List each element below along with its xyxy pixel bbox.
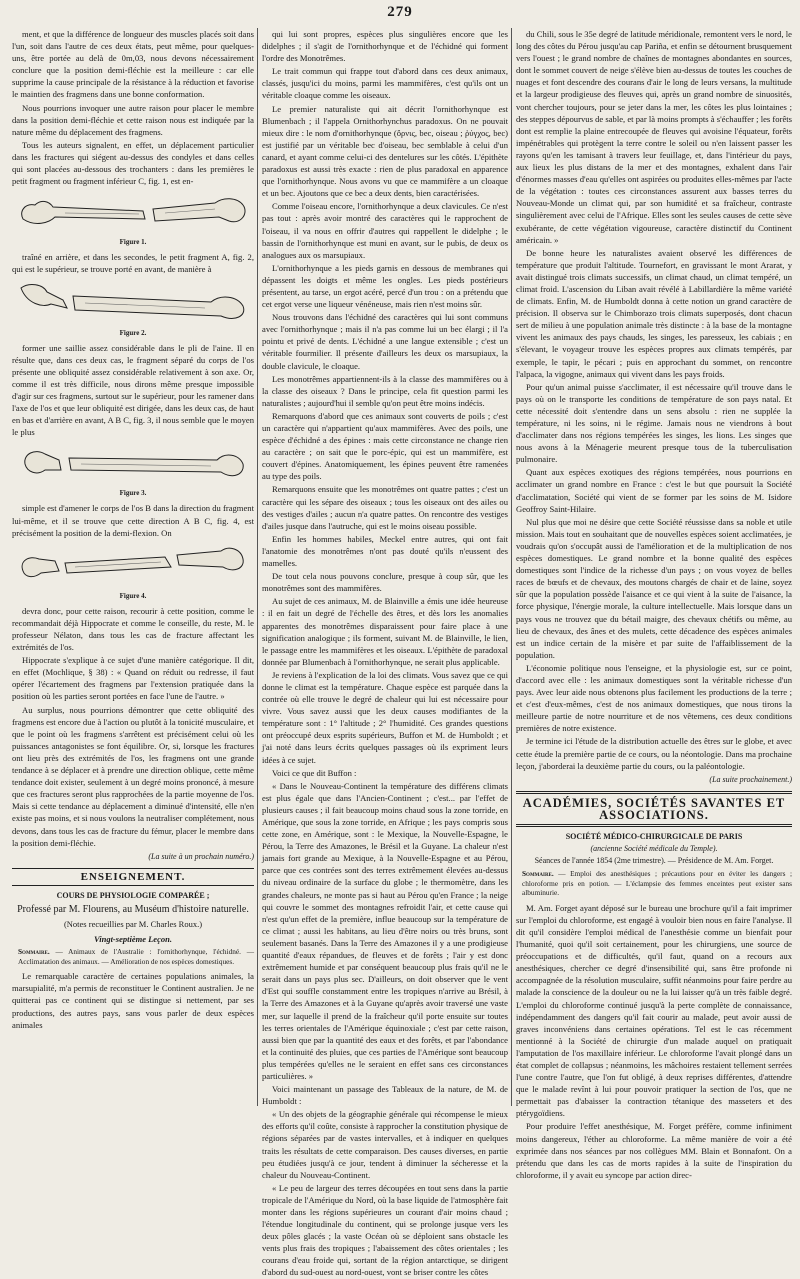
session-line: Séances de l'année 1854 (2me trimestre). — Présidence de M. Am. Forget. xyxy=(534,856,774,866)
paragraph: Remarquons d'abord que ces animaux sont couverts de poils ; c'est un caractère qui n'appartient qu'aux mammifères. Avec des poils, une espèce d'échidné a des épines : mais cette circonstance ne change rien au caractère ; on sait que le porc-épic, qui est un mammifère, est couvert d'épines. Anatomiquement, les épines peuvent être ramenées au type des poils. xyxy=(262,410,508,482)
summary-label: Sommaire. xyxy=(18,947,50,957)
paragraph: Tous les auteurs signalent, en effet, un déplacement particulier dans les fractures qui siégent au-dessus des condyles et dans celles qui sont placées au-dessous des trochanters : dans les premières le petit fragment ou fragment inférieur C, fig. 1, est en- xyxy=(12,139,254,187)
femur-fracture-illustration xyxy=(15,541,251,589)
continuation-note: (La suite à un prochain numéro.) xyxy=(148,851,254,861)
paragraph: Quant aux espèces exotiques des régions tempérées, nous pourrions en acclimater un grand nombre en France : c'est le but que poursuit la Société d'acclimatation, Société qui vient de se former par les soins de M. Isidore Geoffroy Saint-Hilaire. xyxy=(516,467,792,514)
figure-caption: Figure 1. xyxy=(119,238,147,247)
paragraph: simple est d'amener le corps de l'os B dans la direction du fragment lui-même, et il se trouve que cette direction A B C, fig. 4, est précisément la position de la demi-flexion. On xyxy=(12,503,254,538)
paragraph: Pour produire l'effet anesthésique, M. Forget préfère, comme infiniment moins dangereux, l'éther au chloroforme. La même manière de voir a été exprimée dans nos séances par nos collègues MM. Blain et Bonnafont. On a prétendu que dans les cas de morts rapides à la suite de l'inspiration du chloroforme, il y avait eu syncope par action direc- xyxy=(516,1121,792,1180)
column-left xyxy=(12,28,254,1106)
paragraph: M. Am. Forget ayant déposé sur le bureau une brochure qu'il a fait imprimer sur l'emploi du chloroforme, est engagé à vouloir bien nous en faire l'analyse. Il dit qu'il considère l'emploi médical de l'anesthésie comme un bienfait pour l'humanité, quoi qu'il soit certainement, pour les chirurgiens, une source de préoccupations et de difficultés, qu'il faut, quand on a recours aux anesthésiques, chercher ce degré d'insensibilité qui, sans être profonde ni accompagnée de la résolution musculaire, suffit néanmoins pour faire perdre au malade la conscience de la douleur ou ne la lui laisser qu'à un très faible degré. L'emploi du chloroforme continué jusqu'à la perte complète de connaissance, indépendamment des dangers qu'il fait courir au malade, peut avoir aussi de graves inconvéniens dans certaines opérations. Tel est le cas récemment mentionné à la Société de chirurgie d'un malade auquel on pratiquait l'amputation de l'os maxillaire inférieur. Le chloroforme l'avait plongé dans un état complet de collapsus ; néanmoins, les mâchoires restaient tellement serrées l'une contre l'autre, que l'on fut obligé, à deux reprises différentes, d'attendre que le malade revînt à lui pour pouvoir pratiquer la section de l'os, que ne permettait pas d'abaisser la contraction tétanique des masseters et des ptérygoïdiens. xyxy=(516,902,792,1119)
paragraph: Enfin les hommes habiles, Meckel entre autres, qui ont fait l'anatomie des monotrêmes n'ont pas douté qu'ils n'eussent des mamelles. xyxy=(262,533,508,569)
paragraph: Comme l'oiseau encore, l'ornithorhynque a deux clavicules. Ce n'est pas tout : après avoir montré des caractères qui le rapprochent de l'oiseau, il va nous en offrir d'autres qui rappellent le didelphe ; le bassin de l'ornithorhynque est muni en avant, sur le pubis, de deux os analogues aux os marsupiaux. xyxy=(262,201,508,260)
figure-2 xyxy=(12,278,254,339)
paragraph: devra donc, pour cette raison, recourir à cette position, comme le recommandait déjà Hippocrate et comme le conseille, du reste, M. le professeur Nélaton, dans tous les cas de fracture affectant les extrémités de l'os. xyxy=(12,605,254,653)
section-heading: ACADÉMIES, SOCIÉTÉS SAVANTES ET ASSOCIATIONS. xyxy=(516,791,792,827)
society-subtitle: (ancienne Société médicale du Temple). xyxy=(590,844,718,854)
femur-fracture-illustration xyxy=(15,440,251,486)
summary-text: — Emploi des anesthésiques ; précautions pour en éviter les dangers ; chloroforme pris en potion. — L'éclampsie des femmes enceintes peut exister sans albuminurie. xyxy=(522,869,792,898)
paragraph: « Le peu de largeur des terres découpées en tout sens dans la partie tropicale de l'Amérique du Nord, où la base liquide de l'atmosphère fait monter dans les régions supérieures un courant d'air moins chaud ; l'étendue longitudinale du continent, qui se prolonge jusque vers les deux pôles glacés ; la vaste Océan où se déploient sans obstacle les vents plus frais des tropiques ; l'abaissement des côtes orientales ; les courans d'eau froide qui, sortant de la région antarctique, se dirigent d'abord du sud-ouest au nord-ouest, vont se briser contre les côtes xyxy=(262,1182,508,1278)
paragraph: ment, et que la différence de longueur des muscles placés soit dans l'un, soit dans l'autre de ces deux états, peut même, pour quelques-uns, être portée au delà de 0m,03, nous devons nécessairement conclure que la position demi-fléchie est la meilleure : car elle supprime la cause principale de la résistance à la réduction et favorise le maintien des fragmens dans une bonne conformation. xyxy=(12,29,254,100)
column-right xyxy=(516,28,792,1180)
figure-caption: Figure 3. xyxy=(119,489,147,498)
figure-4 xyxy=(12,541,254,602)
course-title: COURS DE PHYSIOLOGIE COMPARÉE ; xyxy=(56,890,210,900)
paragraph: Hippocrate s'explique à ce sujet d'une manière catégorique. Il dit, en effet (Mochlique, § 38) : « Quand on réduit ou redresse, il faut opérer l'écartement des fragmens par l'extension pratiquée dans la position où les parties seront portées en face l'une de l'autre. » xyxy=(12,655,254,702)
figure-caption: Figure 4. xyxy=(119,591,147,600)
paragraph: Je termine ici l'étude de la distribution actuelle des êtres sur le globe, et avec cette étude la première partie de ce cours, ou la néontologie. Dans ma prochaine leçon, j'aborderai la deuxième partie du cours, ou la paléontologie. xyxy=(516,736,792,771)
paragraph: L'ornithorhynque a les pieds garnis en dessous de membranes qui dépassent les doigts et même les ongles. Les pieds postérieurs présentent, au tarse, un ergot acéré, percé d'un trou : on a prétendu que cet ergot verse une liqueur vénéneuse, mais rien n'est moins sûr. xyxy=(262,262,508,310)
paragraph: qui lui sont propres, espèces plus singulières encore que les didelphes ; il s'agit de l'ornithorhynque et de l'échidné qui forment l'ordre des Monotrêmes. xyxy=(262,29,508,64)
paragraph: Nul plus que moi ne désire que cette Société réussisse dans sa noble et utile mission. Mais tout en souhaitant que de nouvelles espèces soient acclimatées, je voudrais qu'on s'occupât aussi de l'amélioration et de la multiplication de nos espèces domestiques. Le grand nombre et la bonne qualité des espèces domestiques sont l'indice de la richesse d'un pays ; on vous voyez de belles races de bœufs et de chevaux, des moutons chargés de chair et de laine, soyez sûr que la population possède l'aisance et ce qui vient à la suite de l'aisance, la force physique, l'énergie morale, la culture intellectuelle. Mais lorsque dans un pays vous ne trouvez que du bétail maigre, des chevaux chétifs ou même, au lieu de chevaux, des ânes et des mulets, cette décadence des espèces animales est un indice certain de la misère et par suite de l'affaiblissement de la population. xyxy=(516,516,792,660)
figure-1 xyxy=(12,189,254,248)
column-middle xyxy=(262,28,508,1278)
figure-caption: Figure 2. xyxy=(119,328,147,337)
paragraph: traîné en arrière, et dans les secondes, le petit fragment A, fig. 2, qui est le supérieur, se trouve porté en avant, de manière à xyxy=(12,252,254,275)
continuation-note: (La suite prochainement.) xyxy=(709,774,792,784)
femur-fracture-illustration xyxy=(15,278,251,326)
paragraph: Nous trouvons dans l'échidné des caractères qui lui sont communs avec l'ornithorhynque ; mais il n'a pas comme lui un bec élargi ; il l'a pointu et privé de dents. L'échidné a une langue extensible ; c'est un véritable fourmilier. Il présente d'ailleurs les deux os marsupiaux, la double clavicule, le cloaque. xyxy=(262,312,508,371)
paragraph: du Chili, sous le 35e degré de latitude méridionale, remontent vers le nord, le long des côtes du Pérou jusqu'au cap Pariña, et enfin se détournent brusquement vers l'ouest ; le grand nombre de chaînes de montagnes abondantes en sources, dont le sommet couvert de neige s'élève bien au-dessus de toutes les couches de nuages et font descendre des courans d'air le long de leurs versans, la multitude et la largeur prodigieuse des fleuves qui, après un grand nombre de sinuosités, vont chercher toujours, pour se jeter dans la mer, les côtes les plus lointaines ; des steppes dépourvus de sable, et par là moins prompts à s'échauffer ; les forêts dont est remplie la plaine entrecoupée de fleuves qui avoisine l'équateur, forêts impénétrables qui protègent la terre contre le soleil ou n'en laissent passer les rayons qu'en les tamisant à travers leur feuillage, et, dans l'intérieur du pays, aux lieux les plus distans de la mer et des montagnes, exhalent dans l'air d'énormes masses d'eau qu'elles ont aspirées ou produites elles-mêmes par l'acte de la végétation : toutes ces circonstances assurent aux basses terres du Nouveau-Monde un climat qui, par son humidité et sa fraîcheur, contraste singulièrement avec celui de l'Afrique. Elles sont les seules causes de cette sève exubérante, de cette végétation vigoureuse, caractère distinctif du Continent américain. » xyxy=(516,29,792,245)
author-line: Professé par M. Flourens, au Muséum d'histoire naturelle. xyxy=(17,903,249,915)
paragraph: L'économie politique nous l'enseigne, et la physiologie est, sur ce point, d'accord avec elle : les animaux domestiques sont la véritable richesse d'un pays. Avec leur aide nous obtenons plus facilement les productions de la terre ; et c'est d'eux-mêmes, c'est de nos animaux domestiques, que nous tirons la meilleure partie de notre nourriture et de nos vêtemens, ces deux conditions premières de notre existence. xyxy=(516,662,792,734)
paragraph: Voici ce que dit Buffon : xyxy=(272,767,357,778)
paragraph: Je reviens à l'explication de la loi des climats. Vous savez que ce qui donne le climat est la température. Chaque espèce est parquée dans la contrée où elle trouve le degré de chaleur qui lui est nécessaire pour vivre. Vous savez aussi que les deux causes modifiantes de la température sont : 1° l'altitude ; 2° l'humidité. Ces grandes questions ont préoccupé deux esprits supérieurs, Buffon et M. de Humboldt ; et j'ai noté dans leurs écrits quelques passages où ils expriment leurs idées à ce sujet. xyxy=(262,669,508,765)
paragraph: De bonne heure les naturalistes avaient observé les différences de température que produit l'altitude. Tournefort, en gravissant le mont Ararat, y avait distingué trois climats successifs, un climat chaud, un climat tempéré, un climat froid. L'ascension du Liban avait révélé à Labillardière la même variété de climats. Enfin, M. de Humboldt donna à cette notion un grand caractère de précision. Il observa sur le Chimborazo trois climats superposés, dont chacun sert de milieu à une population animale très distincte : à la base de la montagne vivent les animaux des pays chauds, les singes, les paresseux, les cabiais ; en s'élevant, le voyageur trouve les espèces propres aux climats tempérés, par exemple, le tapir, le pécari ; puis en approchant du sommet, on rencontre l'alpaca, la vigogne, animaux qui vivent dans les pays froids. xyxy=(516,247,792,379)
page-number: 279 xyxy=(387,4,413,20)
society-title: SOCIÉTÉ MÉDICO-CHIRURGICALE DE PARIS xyxy=(565,832,743,841)
paragraph: Le trait commun qui frappe tout d'abord dans ces deux animaux, classés, jusqu'ici du moins, parmi les mammifères, c'est qu'ils ont un véritable cloaque comme les oiseaux. xyxy=(262,66,508,101)
paragraph: Le premier naturaliste qui ait décrit l'ornithorhynque est Blumenbach ; il l'appela Ornithorhynchus paradoxus. On ne pouvait mieux dire : le nom d'ornithorhynque (ὄρνις, bec, oiseau ; ῥύγχος, bec) est justifié par un véritable bec d'oiseau, bec semblable à celui d'un canard, et ayant comme celui-ci des dentelures sur les côtés. L'épithète paradoxus est aussi très exacte : rien de plus paradoxal en apparence que l'ornithorhynque. Nous avons vu que ce mammifère a un cloaque et un bec. Ajoutons que ce bec a deux dents, bien caractérisées. xyxy=(262,103,508,199)
paragraph: Voici maintenant un passage des Tableaux de la nature, de M. de Humboldt : xyxy=(262,1084,508,1107)
paragraph: Au surplus, nous pourrions démontrer que cette obliquité des fragmens est encore due à l'action ou plutôt à la tonicité musculaire, et que le point où les fragmens s'arrêtent est précisément celui où les puissances antagonistes se font équilibre. Or, si, lorsque les fractures ont lieu près des extrémités de l'os, les fragmens ont une grande tendance à se déplacer et à prendre une direction oblique, cette même tendance doit exister, seulement à un degré moins prononcé, à mesure que ces fractures seront plus rapprochées de la partie moyenne de l'os. Mais si cette tendance au déplacement a diminué d'intensité, elle n'en existe pas moins, et si nous voulons la neutraliser complétement, nous devons, dans tous les cas de fracture du fémur, placer le membre dans la position demi-fléchie. xyxy=(12,704,254,848)
paragraph: De tout cela nous pouvons conclure, presque à coup sûr, que les monotrêmes sont des mammifères. xyxy=(262,571,508,594)
paragraph: « Un des objets de la géographie générale qui récompense le mieux des efforts qu'il coûte, consiste à rapprocher la constitution physique de régions séparées par de vastes intervalles, et à indiquer en quelques traits les résultats de cette comparaison. Des causes diverses, en partie peu étudiées jusqu'à ce jour, tendent à diminuer la sécheresse et la chaleur du Nouveau-Continent. xyxy=(262,1109,508,1180)
figure-3 xyxy=(12,440,254,499)
summary xyxy=(516,869,792,898)
paragraph: former une saillie assez considérable dans le pli de l'aine. Il en résulte que, dans ces deux cas, le fragment séparé du corps de l'os présente une obliquité assez considérable relativement à son axe. Or, comme il est très difficile, nous dirons même presque impossible d'agir sur ces fragmens, surtout sur le supérieur, pour les ramener dans l'axe de l'os et que leur obliquité est dirigée, dans les deux cas, de haut en bas et d'arrière en avant, A B C, fig. 3, il nous semble que le moyen le plus xyxy=(12,342,254,438)
femur-fracture-illustration xyxy=(15,189,251,235)
summary xyxy=(12,947,254,966)
summary-text: — Animaux de l'Australie : l'ornithorhynque, l'échidné. — Acclimatation des animaux. — Amélioration de nos espèces domestiques. xyxy=(18,947,254,966)
paragraph: Le remarquable caractère de certaines populations animales, la marsupialité, m'a permis de reconstituer le Continent australien. Je ne quitterai pas ce continent qui se distingue si nettement, par ses productions, des autres pays, sans vous parler de deux espèces animales xyxy=(12,971,254,1030)
paragraph: Nous pourrions invoquer une autre raison pour placer le membre dans la position demi-fléchie et cette raison nous est indiquée par la nature même du déplacement des fragmens. xyxy=(12,102,254,137)
section-heading: ENSEIGNEMENT. xyxy=(12,868,254,886)
notes-line: (Notes recueillies par M. Charles Roux.) xyxy=(63,919,203,930)
column-divider xyxy=(257,28,258,1106)
paragraph: Pour qu'un animal puisse s'acclimater, il est nécessaire qu'il trouve dans le pays où on le transporte les conditions de température de son pays natal. Et cette nécessité doit s'entendre dans un sens absolu : rien ne supplée la température, ni les soins, ni le régime. Jamais nous ne viendrons à bout d'acclimater dans nos régions tempérées les singes, les lions. Les singes que nous avons à la Ménagerie meurent presque tous de la tuberculisation pulmonaire. xyxy=(516,381,792,465)
lesson-title: Vingt-septième Leçon. xyxy=(94,934,172,945)
column-divider xyxy=(511,28,512,1106)
paragraph: « Dans le Nouveau-Continent la température des différens climats est plus égale que dans l'Ancien-Continent ; c'est... par l'effet de plusieurs causes ; il fait beaucoup moins chaud sous la zone torride, en Amérique, que sous la zone torride, en Afrique ; les pays compris sous cette zone, en Amérique, sont : le Mexique, la Nouvelle-Espagne, le Pérou, la Terre des Amazones, le Brésil et la Guyane. La chaleur n'est jamais fort grande au Mexique, à la Nouvelle-Espagne et au Pérou, parce que ces contrées sont des terres extrêmement élevées au-dessus du niveau ordinaire de la surface du globe ; le thermomètre, dans les grandes chaleurs, ne monte pas si haut au Pérou qu'en France ; la neige qui couvre le sommet des montagnes refroidit l'air, et cette cause qui n'est qu'un effet de la première, influe beaucoup sur la température de ce climat ; aussi les habitans, au lieu d'être noirs ou très bruns, sont seulement basanés. Dans la Terre des Amazones il y a une prodigieuse quantité d'eaux répandues, de fleuves et de forêts ; l'air y est donc extrêmement humide et par conséquent beaucoup plus frais qu'il ne le serait dans un pays plus sec. D'ailleurs, on doit observer que le vent d'Est qui souffle constamment entre les tropiques n'arrive au Brésil, à la Terre des Amazones et à la Guyane qu'après avoir traversé une vaste mer, sur laquelle il prend de la fraîcheur qu'il porte ensuite sur toutes les terres orientales de l'Amérique équinoxiale ; c'est par cette raison, aussi bien que par la quantité des eaux et des forêts, et par l'abondance et la continuité des pluies, que ces parties de l'Amérique sont beaucoup plus tempérées qu'elles ne le seraient en effet sans ces circonstances particulières. » xyxy=(262,780,508,1081)
paragraph: Remarquons ensuite que les monotrêmes ont quatre pattes ; c'est un caractère qui les sépare des oiseaux ; tous les oiseaux ont des ailes ou des vestiges d'ailes ; aucun n'a quatre pattes. On rencontre des vestiges d'ailes jusque dans l'autruche, qui est le moins oiseau possible. xyxy=(262,484,508,531)
paragraph: Les monotrêmes appartiennent-ils à la classe des mammifères ou à la classe des oiseaux ? Dans le principe, cela fit question parmi les naturalistes ; aujourd'hui il semble qu'on peut être moins indécis. xyxy=(262,373,508,408)
summary-label: Sommaire. xyxy=(522,869,554,879)
paragraph: Au sujet de ces animaux, M. de Blainville a émis une idée heureuse : il en fait un degré de l'échelle des êtres, et dès lors les anomalies apparentes des monotrêmes disparaissent pour faire place à une signification analogique ; ils forment, suivant M. de Blainville, le lien, le passage entre les mammifères et les oiseaux. L'épithète de paradoxal donnée par Blumenbach à l'ornithorhynque, ne serait plus applicable. xyxy=(262,596,508,667)
